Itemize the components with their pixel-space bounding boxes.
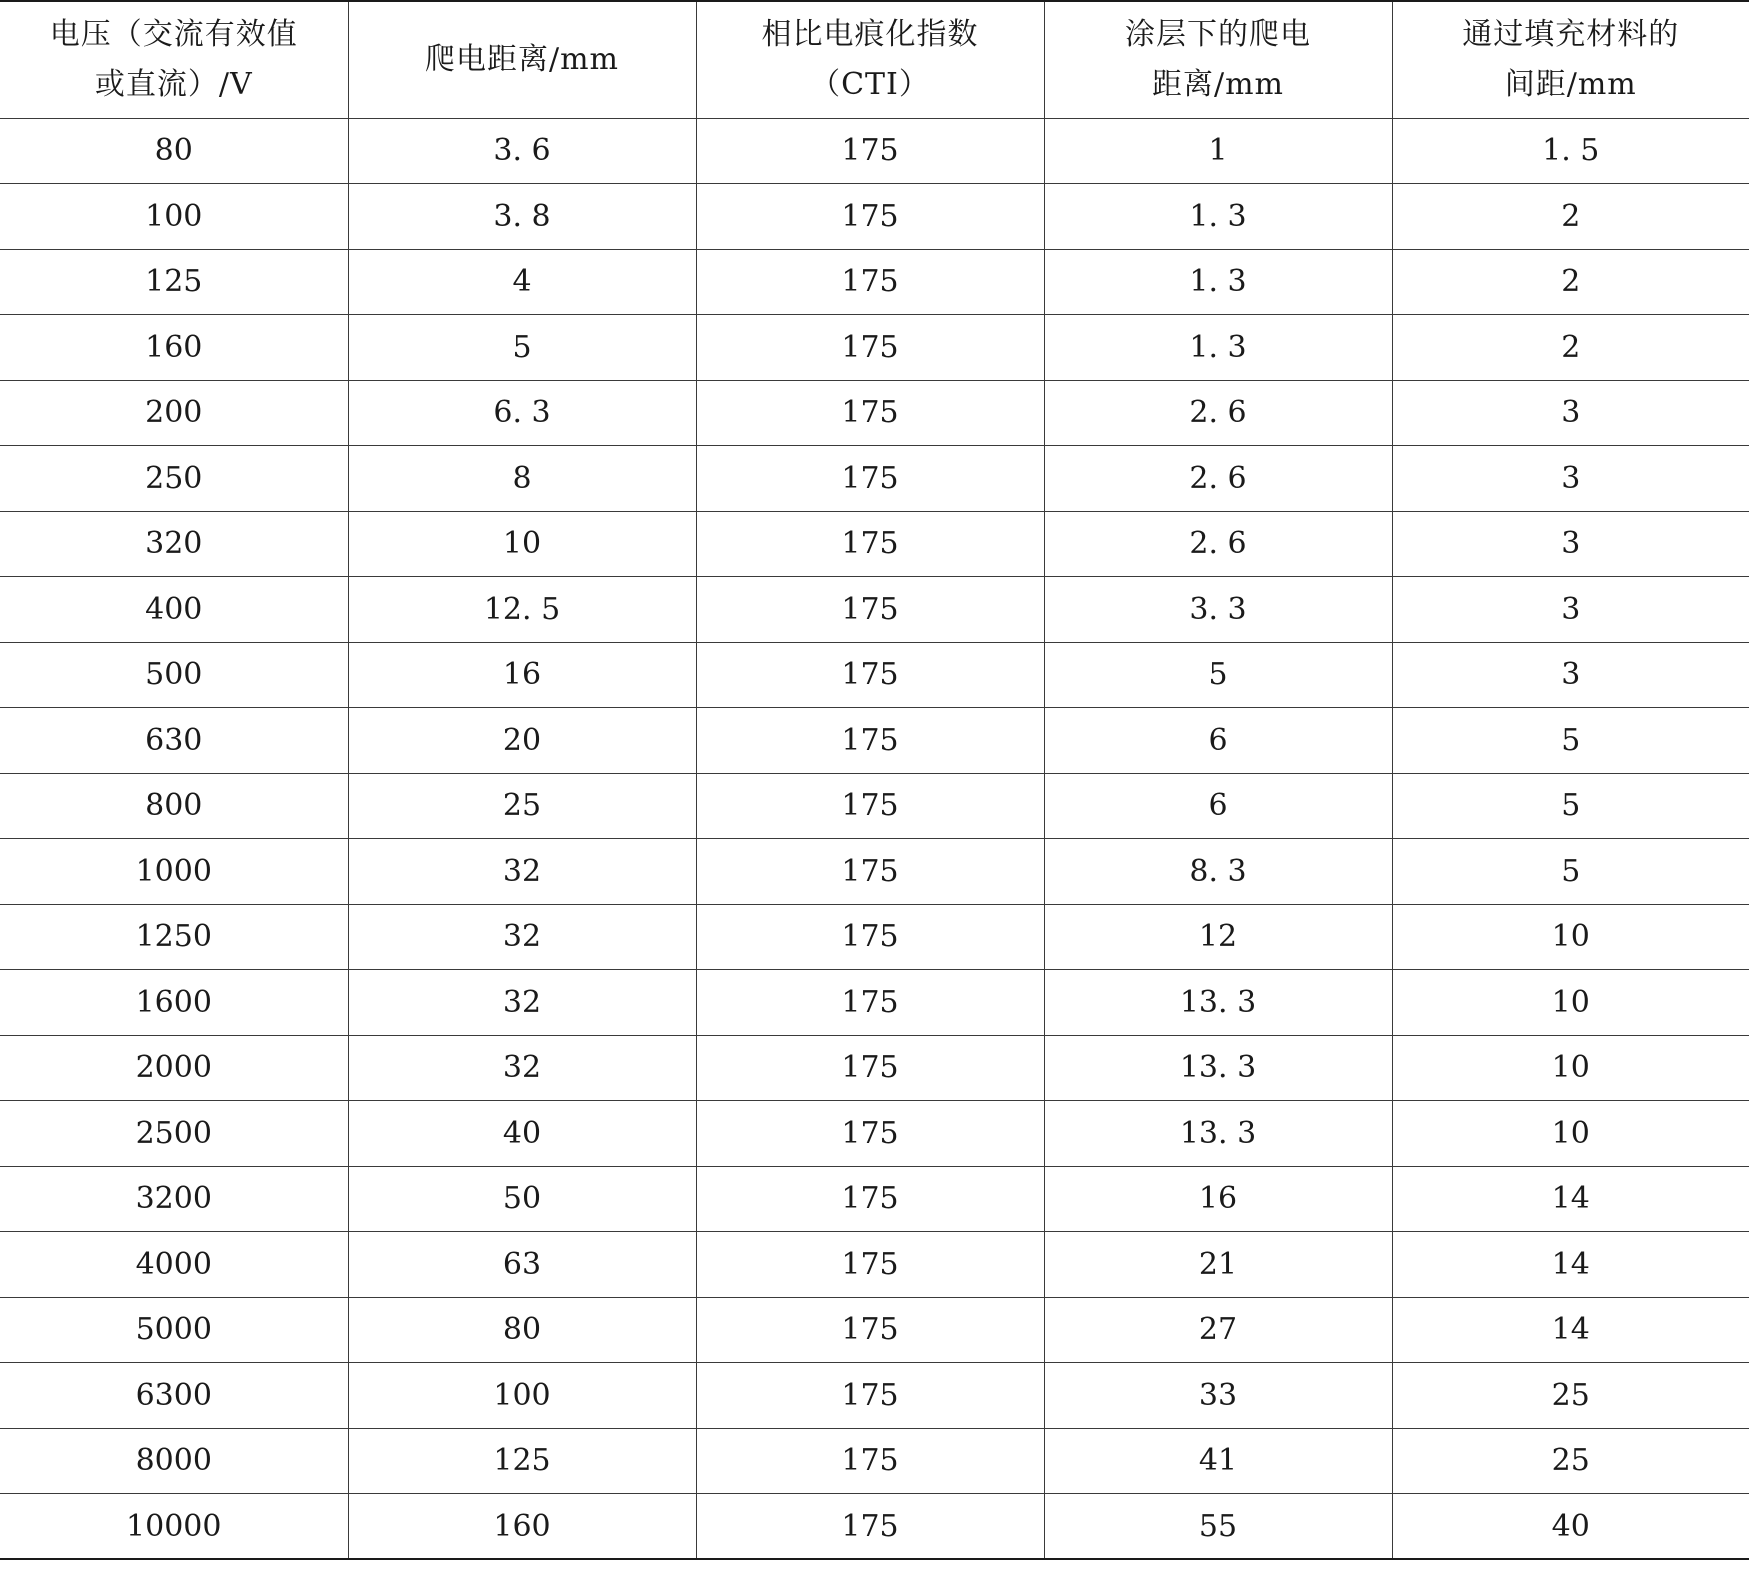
table-row (0, 1363, 1749, 1429)
cell-coated-creepage: 8. 3 (1044, 839, 1392, 905)
cell-voltage: 5000 (0, 1297, 348, 1363)
cell-coated-creepage: 2. 6 (1044, 380, 1392, 446)
cell-coated-creepage: 3. 3 (1044, 577, 1392, 643)
table-row (0, 577, 1749, 643)
header-filler-spacing (1392, 1, 1749, 118)
cell-filler-spacing: 3 (1392, 380, 1749, 446)
cell-voltage: 80 (0, 118, 348, 184)
table-row (0, 642, 1749, 708)
cell-creepage-distance: 63 (348, 1232, 696, 1298)
cell-filler-spacing: 10 (1392, 1035, 1749, 1101)
table-row (0, 184, 1749, 250)
cell-creepage-distance: 160 (348, 1494, 696, 1560)
cell-coated-creepage: 6 (1044, 708, 1392, 774)
table-row (0, 1428, 1749, 1494)
cell-filler-spacing: 3 (1392, 642, 1749, 708)
cell-coated-creepage: 5 (1044, 642, 1392, 708)
cell-creepage-distance: 3. 8 (348, 184, 696, 250)
cell-cti: 175 (696, 708, 1044, 774)
cell-filler-spacing: 1. 5 (1392, 118, 1749, 184)
table-row (0, 773, 1749, 839)
table-row (0, 315, 1749, 381)
cell-filler-spacing: 14 (1392, 1297, 1749, 1363)
table-row (0, 1494, 1749, 1560)
cell-creepage-distance: 6. 3 (348, 380, 696, 446)
cell-filler-spacing: 25 (1392, 1428, 1749, 1494)
cell-cti: 175 (696, 1428, 1044, 1494)
cell-cti: 175 (696, 1035, 1044, 1101)
cell-cti: 175 (696, 184, 1044, 250)
table-header (0, 1, 1749, 118)
table-row (0, 118, 1749, 184)
cell-coated-creepage: 2. 6 (1044, 446, 1392, 512)
cell-creepage-distance: 32 (348, 839, 696, 905)
cell-cti: 175 (696, 839, 1044, 905)
cell-creepage-distance: 32 (348, 970, 696, 1036)
cell-cti: 175 (696, 577, 1044, 643)
cell-filler-spacing: 2 (1392, 315, 1749, 381)
cell-voltage: 320 (0, 511, 348, 577)
cell-coated-creepage: 2. 6 (1044, 511, 1392, 577)
header-voltage (0, 1, 348, 118)
cell-creepage-distance: 40 (348, 1101, 696, 1167)
cell-creepage-distance: 5 (348, 315, 696, 381)
cell-voltage: 250 (0, 446, 348, 512)
table-row (0, 839, 1749, 905)
cell-filler-spacing: 2 (1392, 184, 1749, 250)
cell-creepage-distance: 32 (348, 904, 696, 970)
header-cti (696, 1, 1044, 118)
cell-cti: 175 (696, 511, 1044, 577)
table-row (0, 708, 1749, 774)
table-row (0, 511, 1749, 577)
cell-voltage: 100 (0, 184, 348, 250)
cell-coated-creepage: 13. 3 (1044, 970, 1392, 1036)
cell-cti: 175 (696, 970, 1044, 1036)
cell-cti: 175 (696, 1494, 1044, 1560)
cell-cti: 175 (696, 1101, 1044, 1167)
cell-voltage: 1250 (0, 904, 348, 970)
cell-cti: 175 (696, 118, 1044, 184)
table-row (0, 904, 1749, 970)
cell-voltage: 10000 (0, 1494, 348, 1560)
header-filler-spacing-line-2: 间距/mm (1504, 66, 1637, 102)
cell-voltage: 160 (0, 315, 348, 381)
header-cti-line-2: （CTI） (810, 66, 930, 102)
cell-voltage: 125 (0, 249, 348, 315)
cell-coated-creepage: 1 (1044, 118, 1392, 184)
cell-cti: 175 (696, 1232, 1044, 1298)
header-cti-line-1: 相比电痕化指数 (761, 16, 979, 52)
cell-voltage: 400 (0, 577, 348, 643)
cell-coated-creepage: 6 (1044, 773, 1392, 839)
table-row (0, 1297, 1749, 1363)
table-body (0, 118, 1749, 1559)
cell-cti: 175 (696, 642, 1044, 708)
cell-coated-creepage: 1. 3 (1044, 184, 1392, 250)
header-creepage-distance (348, 1, 696, 118)
cell-cti: 175 (696, 446, 1044, 512)
cell-creepage-distance: 20 (348, 708, 696, 774)
cell-cti: 175 (696, 773, 1044, 839)
cell-cti: 175 (696, 904, 1044, 970)
cell-filler-spacing: 40 (1392, 1494, 1749, 1560)
table-row (0, 446, 1749, 512)
cell-coated-creepage: 12 (1044, 904, 1392, 970)
cell-creepage-distance: 25 (348, 773, 696, 839)
table-row (0, 970, 1749, 1036)
cell-voltage: 200 (0, 380, 348, 446)
cell-creepage-distance: 125 (348, 1428, 696, 1494)
cell-creepage-distance: 4 (348, 249, 696, 315)
cell-voltage: 800 (0, 773, 348, 839)
cell-filler-spacing: 5 (1392, 839, 1749, 905)
cell-filler-spacing: 3 (1392, 446, 1749, 512)
cell-filler-spacing: 5 (1392, 708, 1749, 774)
table-row (0, 380, 1749, 446)
cell-voltage: 6300 (0, 1363, 348, 1429)
cell-voltage: 630 (0, 708, 348, 774)
cell-creepage-distance: 50 (348, 1166, 696, 1232)
cell-coated-creepage: 13. 3 (1044, 1035, 1392, 1101)
cell-creepage-distance: 80 (348, 1297, 696, 1363)
cell-coated-creepage: 21 (1044, 1232, 1392, 1298)
cell-coated-creepage: 13. 3 (1044, 1101, 1392, 1167)
cell-coated-creepage: 1. 3 (1044, 315, 1392, 381)
cell-filler-spacing: 3 (1392, 511, 1749, 577)
cell-coated-creepage: 41 (1044, 1428, 1392, 1494)
cell-coated-creepage: 1. 3 (1044, 249, 1392, 315)
cell-cti: 175 (696, 1363, 1044, 1429)
cell-creepage-distance: 12. 5 (348, 577, 696, 643)
table-row (0, 1166, 1749, 1232)
header-voltage-line-2: 或直流）/V (94, 66, 253, 102)
cell-cti: 175 (696, 1166, 1044, 1232)
cell-voltage: 1600 (0, 970, 348, 1036)
header-filler-spacing-line-1: 通过填充材料的 (1462, 16, 1680, 52)
cell-voltage: 4000 (0, 1232, 348, 1298)
cell-filler-spacing: 3 (1392, 577, 1749, 643)
cell-filler-spacing: 10 (1392, 970, 1749, 1036)
cell-cti: 175 (696, 380, 1044, 446)
table-row (0, 249, 1749, 315)
cell-cti: 175 (696, 315, 1044, 381)
cell-voltage: 2500 (0, 1101, 348, 1167)
table-row (0, 1101, 1749, 1167)
table-row (0, 1232, 1749, 1298)
cell-voltage: 2000 (0, 1035, 348, 1101)
table-row (0, 1035, 1749, 1101)
cell-coated-creepage: 16 (1044, 1166, 1392, 1232)
cell-filler-spacing: 2 (1392, 249, 1749, 315)
cell-coated-creepage: 27 (1044, 1297, 1392, 1363)
header-coated-creepage (1044, 1, 1392, 118)
cell-filler-spacing: 10 (1392, 904, 1749, 970)
cell-coated-creepage: 33 (1044, 1363, 1392, 1429)
cell-voltage: 500 (0, 642, 348, 708)
cell-filler-spacing: 5 (1392, 773, 1749, 839)
header-coated-creepage-line-2: 距离/mm (1151, 66, 1284, 102)
cell-filler-spacing: 10 (1392, 1101, 1749, 1167)
header-voltage-line-1: 电压（交流有效值 (49, 16, 298, 52)
cell-cti: 175 (696, 249, 1044, 315)
cell-creepage-distance: 10 (348, 511, 696, 577)
cell-creepage-distance: 32 (348, 1035, 696, 1101)
cell-creepage-distance: 100 (348, 1363, 696, 1429)
header-coated-creepage-line-1: 涂层下的爬电 (1125, 16, 1311, 52)
cell-voltage: 3200 (0, 1166, 348, 1232)
header-row (0, 1, 1749, 118)
cell-creepage-distance: 8 (348, 446, 696, 512)
cell-voltage: 1000 (0, 839, 348, 905)
cell-creepage-distance: 16 (348, 642, 696, 708)
cell-coated-creepage: 55 (1044, 1494, 1392, 1560)
cell-filler-spacing: 25 (1392, 1363, 1749, 1429)
header-creepage-distance-line-1: 爬电距离/mm (424, 41, 619, 77)
cell-voltage: 8000 (0, 1428, 348, 1494)
cell-filler-spacing: 14 (1392, 1166, 1749, 1232)
cell-cti: 175 (696, 1297, 1044, 1363)
cell-filler-spacing: 14 (1392, 1232, 1749, 1298)
cell-creepage-distance: 3. 6 (348, 118, 696, 184)
